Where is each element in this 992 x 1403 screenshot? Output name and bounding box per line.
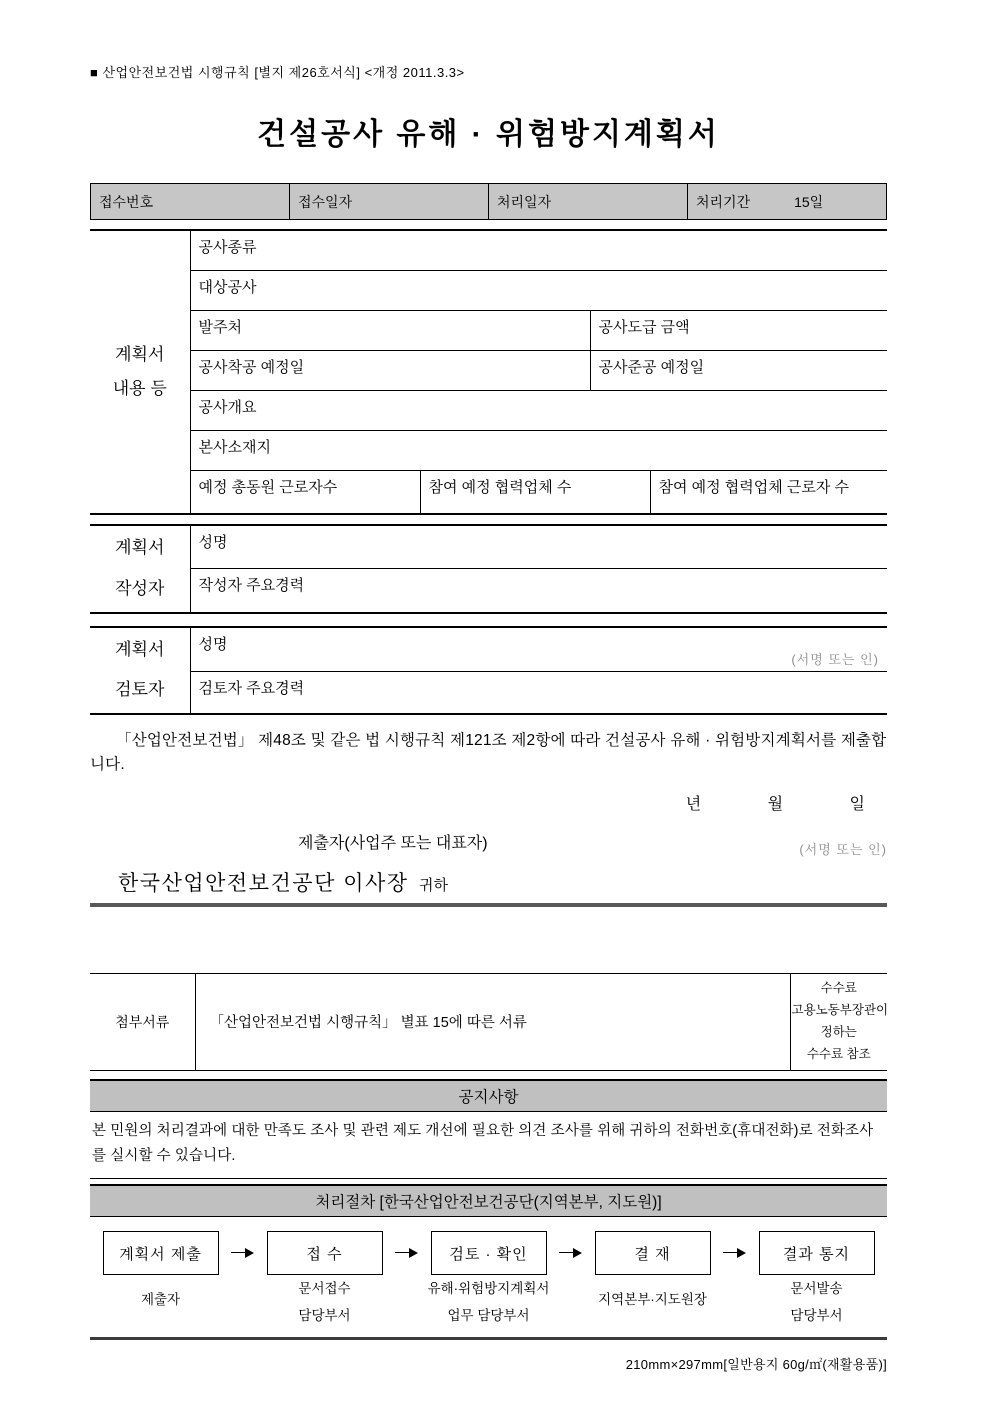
processing-period-cell bbox=[688, 184, 887, 220]
overview-cell: 공사개요 bbox=[190, 390, 887, 430]
writer-career-cell: 작성자 주요경력 bbox=[190, 569, 887, 613]
plan-content-table bbox=[90, 229, 887, 515]
plan-writer-table bbox=[90, 524, 887, 614]
plan-stub-line2: 내용 등 bbox=[112, 379, 167, 398]
process-step-sublabel: 유해·위험방지계획서 bbox=[427, 1281, 550, 1297]
plan-writer-stub bbox=[90, 525, 190, 613]
declaration-text: 「산업안전보건법」 제48조 및 같은 법 시행규칙 제121조 제2항에 따라 건설공사 유해 · 위험방지계획서를 제출합니다. bbox=[90, 732, 887, 774]
recipient-suffix: 귀하 bbox=[419, 877, 448, 895]
receipt-date-cell: 접수일자 bbox=[290, 184, 489, 220]
attachment-table bbox=[90, 973, 887, 1071]
arrow-right-icon bbox=[723, 1252, 746, 1253]
fee-line: 정하는 bbox=[820, 1024, 857, 1039]
receipt-header-table bbox=[90, 183, 887, 220]
process-step-approve bbox=[582, 1231, 723, 1329]
construction-type-cell: 공사종류 bbox=[190, 230, 887, 270]
process-step-sublabel: 제출자 bbox=[140, 1292, 181, 1308]
writer-name-cell: 성명 bbox=[190, 525, 887, 569]
processing-period-label: 처리기간 bbox=[696, 193, 751, 210]
form-title: 건설공사 유해 · 위험방지계획서 bbox=[257, 118, 720, 151]
partner-count-cell: 참여 예정 협력업체 수 bbox=[420, 470, 650, 514]
paper-spec-footer: 210mm×297mm[일반용지 60g/㎡(재활용품)] bbox=[625, 1357, 887, 1373]
completion-date-cell: 공사준공 예정일 bbox=[590, 350, 887, 390]
orderer-cell: 발주처 bbox=[190, 310, 590, 350]
process-header-bar: 처리절차 [한국산업안전보건공단(지역본부, 지도원)] bbox=[90, 1184, 887, 1217]
reviewer-stub-line1: 계획서 bbox=[115, 639, 165, 659]
recipient-line bbox=[90, 867, 887, 897]
recipient-name: 한국산업안전보건공단 이사장 bbox=[118, 872, 409, 896]
process-step-sublabel: 문서발송 bbox=[790, 1281, 843, 1297]
total-workers-cell: 예정 총동원 근로자수 bbox=[190, 470, 420, 514]
arrow-right-icon bbox=[231, 1252, 254, 1253]
writer-stub-line1: 계획서 bbox=[115, 538, 165, 557]
contract-amount-cell: 공사도급 금액 bbox=[590, 310, 887, 350]
head-office-cell: 본사소재지 bbox=[190, 430, 887, 470]
writer-stub-line2: 작성자 bbox=[115, 578, 165, 598]
process-step-box: 결과 통지 bbox=[759, 1231, 875, 1275]
bottom-divider bbox=[90, 1337, 887, 1340]
process-step-sublabel: 업무 담당부서 bbox=[447, 1308, 530, 1324]
target-construction-cell: 대상공사 bbox=[190, 270, 887, 310]
process-step-notify bbox=[746, 1231, 887, 1329]
plan-stub-line1: 계획서 bbox=[115, 345, 165, 364]
date-day-label: 일 bbox=[849, 796, 865, 814]
form-reference-note: ■ 산업안전보건법 시행규칙 [별지 제26호서식] <개정 2011.3.3> bbox=[90, 65, 465, 80]
fee-line: 수수료 bbox=[820, 981, 857, 996]
process-flow bbox=[90, 1231, 887, 1329]
process-step-review bbox=[418, 1231, 559, 1329]
receipt-number-cell: 접수번호 bbox=[91, 184, 290, 220]
reviewer-name-label: 성명 bbox=[198, 635, 228, 653]
processing-period-value: 15일 bbox=[794, 193, 824, 210]
fee-line: 고용노동부장관이 bbox=[791, 1003, 889, 1018]
section-divider bbox=[90, 903, 887, 907]
process-step-box: 검토 · 확인 bbox=[431, 1231, 547, 1275]
submitter-sign-note: (서명 또는 인) bbox=[799, 842, 887, 858]
processing-date-cell: 처리일자 bbox=[489, 184, 688, 220]
process-step-sublabel: 담당부서 bbox=[790, 1308, 843, 1324]
process-step-box: 접 수 bbox=[267, 1231, 383, 1275]
partner-workers-cell: 참여 예정 협력업체 근로자 수 bbox=[650, 470, 887, 514]
reviewer-sign-note: (서명 또는 인) bbox=[791, 651, 879, 667]
plan-reviewer-stub bbox=[90, 627, 190, 715]
process-step-sublabel: 문서접수 bbox=[298, 1281, 351, 1297]
attachment-fee-cell bbox=[790, 974, 887, 1071]
process-step-box: 계획서 제출 bbox=[103, 1231, 219, 1275]
process-step-sublabel: 지역본부·지도원장 bbox=[598, 1292, 707, 1308]
submitter-label: 제출자(사업주 또는 대표자) bbox=[298, 835, 488, 853]
attachment-content-cell: 「산업안전보건법 시행규칙」 별표 15에 따른 서류 bbox=[195, 974, 790, 1071]
process-step-receive bbox=[254, 1231, 395, 1329]
process-step-sublabel: 담당부서 bbox=[298, 1308, 351, 1324]
notice-header-bar: 공지사항 bbox=[90, 1079, 887, 1112]
date-year-label: 년 bbox=[685, 796, 702, 814]
process-step-box: 결 재 bbox=[595, 1231, 711, 1275]
plan-content-stub bbox=[90, 230, 190, 514]
reviewer-name-cell bbox=[190, 627, 887, 672]
arrow-right-icon bbox=[395, 1252, 418, 1253]
receipt-header-row bbox=[91, 184, 887, 220]
reviewer-career-cell: 검토자 주요경력 bbox=[190, 671, 887, 714]
arrow-right-icon bbox=[559, 1252, 582, 1253]
reviewer-stub-line2: 검토자 bbox=[115, 680, 165, 700]
process-step-submit bbox=[90, 1231, 231, 1329]
date-month-label: 월 bbox=[767, 796, 784, 814]
date-line bbox=[90, 791, 887, 814]
submitter-line bbox=[90, 830, 887, 858]
start-date-cell: 공사착공 예정일 bbox=[190, 350, 590, 390]
notice-body-text: 본 민원의 처리결과에 대한 만족도 조사 및 관련 제도 개선에 필요한 의견 조사를 위해 귀하의 전화번호(휴대전화)로 전화조사를 실시할 수 있습니다. bbox=[90, 1112, 887, 1180]
attachment-label-cell: 첨부서류 bbox=[90, 974, 195, 1071]
plan-reviewer-table bbox=[90, 626, 887, 716]
fee-line: 수수료 참조 bbox=[806, 1046, 871, 1061]
